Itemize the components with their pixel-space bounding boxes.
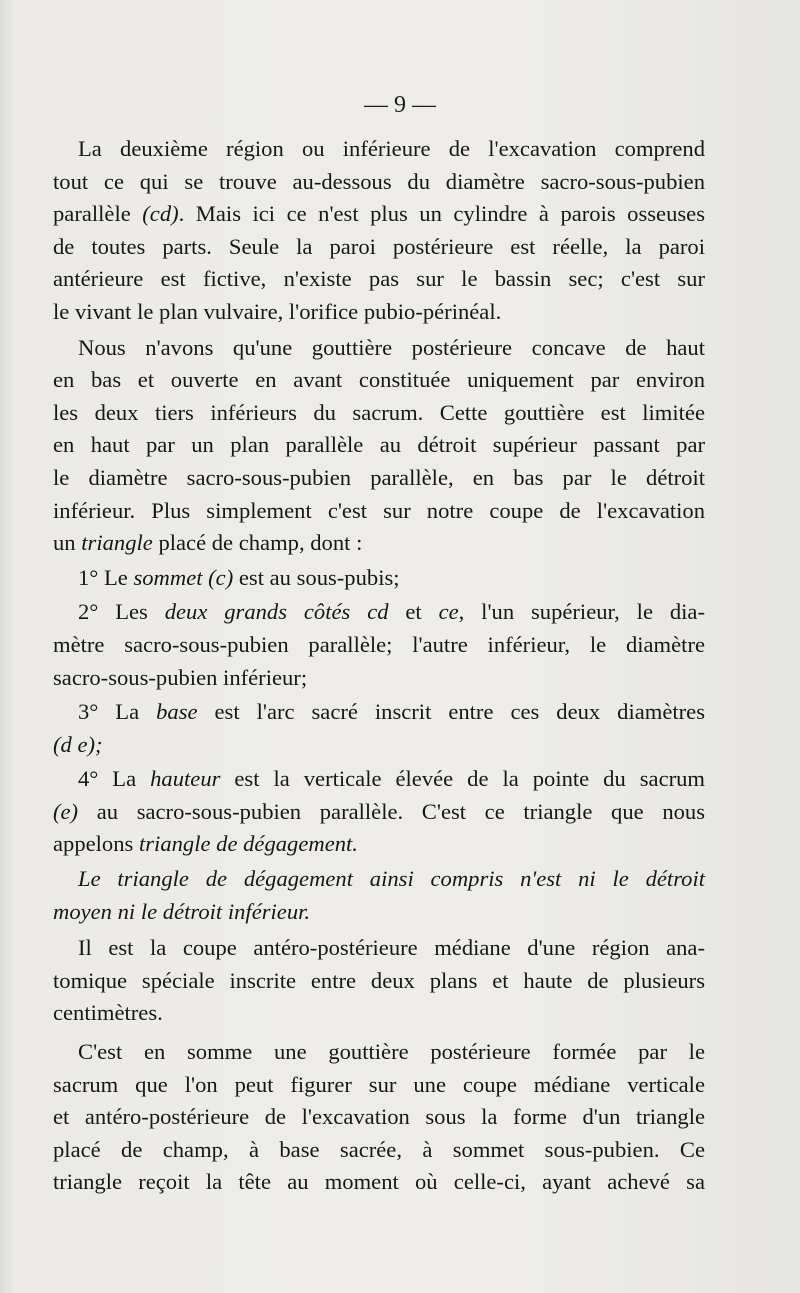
text-run: un bbox=[53, 530, 82, 556]
text-run: mètre sacro-sous-pubien parallèle; l'autre inférieur, le diamètre bbox=[53, 631, 705, 657]
text-line bbox=[53, 1101, 705, 1134]
text-run: parallèle bbox=[53, 201, 143, 227]
text-line bbox=[53, 198, 705, 231]
text-run: est l'arc sacré inscrit entre ces deux diamètres bbox=[197, 699, 705, 725]
text-run: et bbox=[388, 599, 439, 625]
text-line bbox=[53, 527, 705, 560]
text-line bbox=[53, 696, 705, 729]
text-run: appelons bbox=[53, 831, 139, 857]
italic-run: (e) bbox=[53, 798, 79, 824]
text-line bbox=[53, 166, 705, 199]
italic-run: triangle de dégagement. bbox=[138, 831, 358, 857]
text-run: le diamètre sacro-sous-pubien parallèle, en bas par le détroit bbox=[53, 464, 705, 490]
text-run: 4° La bbox=[78, 766, 151, 792]
text-line bbox=[53, 1166, 705, 1199]
text-run: 3° La bbox=[78, 699, 157, 725]
text-run: Il est la coupe antéro-postérieure médiane d'une région ana- bbox=[78, 935, 705, 961]
text-run: les deux tiers inférieurs du sacrum. Cette gouttière est limitée bbox=[53, 399, 705, 425]
text-line bbox=[53, 863, 705, 896]
text-run: le vivant le plan vulvaire, l'orifice pubio-périnéal. bbox=[53, 298, 502, 324]
text-line bbox=[53, 397, 705, 430]
text-run: en haut par un plan parallèle au détroit supérieur passant par bbox=[53, 432, 705, 458]
page-number: — 9 — bbox=[364, 92, 436, 118]
text-line bbox=[53, 629, 705, 662]
text-line bbox=[53, 796, 705, 829]
text-line bbox=[53, 596, 705, 629]
text-run: placé de champ, dont : bbox=[152, 530, 363, 556]
text-run: sacro-sous-pubien inférieur; bbox=[53, 664, 308, 690]
text-line bbox=[53, 332, 705, 365]
text-run: placé de champ, à base sacrée, à sommet sous-pubien. Ce bbox=[53, 1136, 705, 1162]
text-run: Nous n'avons qu'une gouttière postérieure concave de haut bbox=[78, 334, 705, 360]
text-line bbox=[53, 997, 705, 1030]
text-line bbox=[53, 231, 705, 264]
text-line bbox=[53, 263, 705, 296]
italic-run: ce bbox=[438, 599, 459, 625]
text-line bbox=[53, 1036, 705, 1069]
text-line bbox=[53, 429, 705, 462]
text-line bbox=[53, 729, 705, 762]
italic-run: deux grands côtés cd bbox=[164, 599, 389, 625]
italic-run: (cd) bbox=[142, 201, 179, 227]
text-line bbox=[53, 364, 705, 397]
italic-run: moyen ni le détroit inférieur. bbox=[53, 898, 311, 924]
text-run: est au sous-pubis; bbox=[233, 564, 400, 590]
text-run: tout ce qui se trouve au-dessous du diamètre sacro-sous-pubien bbox=[53, 168, 705, 194]
text-line bbox=[53, 965, 705, 998]
text-run: , l'un supérieur, le dia- bbox=[458, 599, 705, 625]
body-text bbox=[53, 133, 705, 1199]
text-run: antérieure est fictive, n'existe pas sur le bassin sec; c'est sur bbox=[53, 266, 705, 292]
text-line bbox=[53, 932, 705, 965]
text-run: centimètres. bbox=[53, 1000, 163, 1026]
italic-run: base bbox=[156, 699, 198, 725]
text-run: et antéro-postérieure de l'excavation sous la forme d'un triangle bbox=[53, 1104, 705, 1130]
text-run: 2° Les bbox=[78, 599, 165, 625]
text-line bbox=[53, 462, 705, 495]
text-run: sacrum que l'on peut figurer sur une coupe médiane verticale bbox=[53, 1071, 705, 1097]
text-run: triangle reçoit la tête au moment où celle-ci, ayant achevé sa bbox=[53, 1169, 705, 1195]
italic-run: (d e); bbox=[53, 731, 103, 757]
text-line bbox=[53, 495, 705, 528]
text-run: tomique spéciale inscrite entre deux plans et haute de plusieurs bbox=[53, 967, 705, 993]
text-line bbox=[53, 296, 705, 329]
italic-run: Le triangle de dégagement ainsi compris n'est ni le détroit bbox=[78, 866, 705, 892]
text-line bbox=[53, 1069, 705, 1102]
text-line bbox=[53, 662, 705, 695]
text-line bbox=[53, 562, 705, 595]
italic-run: triangle bbox=[81, 530, 153, 556]
italic-run: hauteur bbox=[150, 766, 221, 792]
text-run: de toutes parts. Seule la paroi postérieure est réelle, la paroi bbox=[53, 233, 705, 259]
text-line bbox=[53, 1134, 705, 1167]
text-run: 1° Le bbox=[78, 564, 134, 590]
text-line bbox=[53, 763, 705, 796]
text-run: C'est en somme une gouttière postérieure formée par le bbox=[78, 1039, 705, 1065]
text-run: est la verticale élevée de la pointe du sacrum bbox=[220, 766, 705, 792]
text-line bbox=[53, 896, 705, 929]
text-line bbox=[53, 133, 705, 166]
text-run: La deuxième région ou inférieure de l'excavation comprend bbox=[78, 136, 705, 161]
text-run: inférieur. Plus simplement c'est sur notre coupe de l'excavation bbox=[53, 497, 705, 523]
text-run: en bas et ouverte en avant constituée uniquement par environ bbox=[53, 367, 705, 393]
text-line bbox=[53, 828, 705, 861]
italic-run: sommet (c) bbox=[133, 564, 234, 590]
text-run: . Mais ici ce n'est plus un cylindre à parois osseuses bbox=[178, 201, 705, 227]
text-run: au sacro-sous-pubien parallèle. C'est ce triangle que nous bbox=[78, 798, 705, 824]
